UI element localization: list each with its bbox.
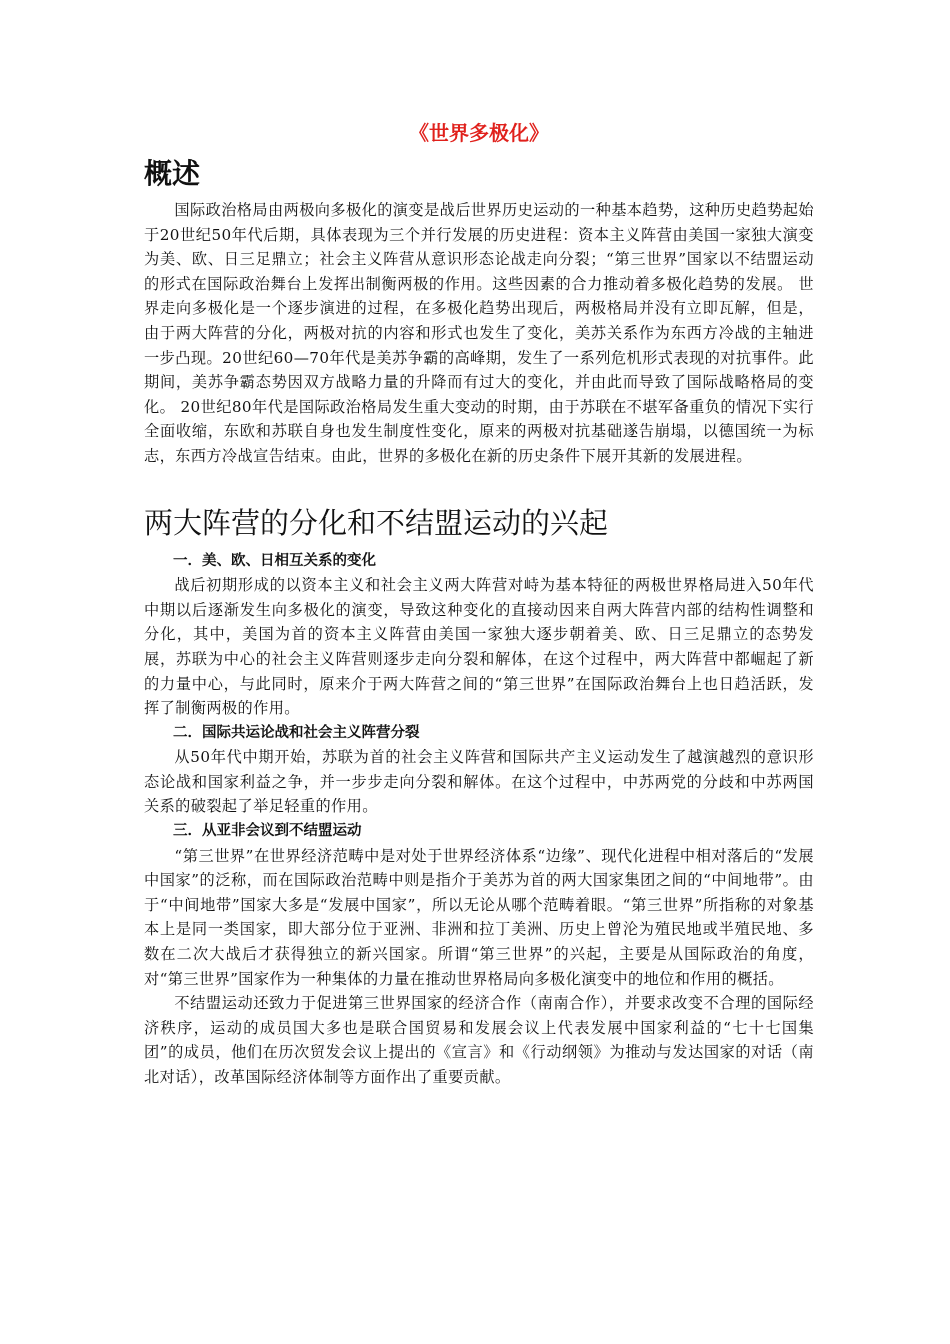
subsection-3-heading: 三．从亚非会议到不结盟运动: [173, 823, 362, 840]
document-page: [144, 118, 814, 1090]
overview-paragraph: 国际政治格局由两极向多极化的演变是战后世界历史运动的一种基本趋势，这种历史趋势起始于20世纪50年代后期，具体表现为三个并行发展的历史进程：资本主义阵营由美国一家独大演变为美、欧、日三足鼎立；社会主义阵营从意识形态论战走向分裂；“第三世界”国家以不结盟运动的形式在国际政治舞台上发挥出制衡两极的作用。这些因素的合力推动着多极化趋势的发展。 世界走向多极化是一个逐步演进的过程，在多极化趋势出现后，两极格局并没有立即瓦解，但是，由于两大阵营的分化，两极对抗的内容和形式也发生了变化，美苏关系作为东西方冷战的主轴进一步凸现。20世纪60—70年代是美苏争霸的高峰期，发生了一系列危机形式表现的对抗事件。此期间，美苏争霸态势因双方战略力量的升降而有过大的变化，并由此而导致了国际战略格局的变化。 20世纪80年代是国际政治格局发生重大变动的时期，由于苏联在不堪军备重负的情况下实行全面收缩，东欧和苏联自身也发生制度性变化，原来的两极对抗基础遂告崩塌，以德国统一为标志，东西方冷战宣告结束。由此，世界的多极化在新的历史条件下展开其新的发展进程。: [144, 201, 814, 465]
subsection-3-paragraph-2: 不结盟运动还致力于促进第三世界国家的经济合作（南南合作），并要求改变不合理的国际经济秩序，运动的成员国大多也是联合国贸易和发展会议上代表发展中国家利益的“七十七国集团”的成员，他们在历次贸发会议上提出的《宣言》和《行动纲领》为推动与发达国家的对话（南北对话），改革国际经济体制等方面作出了重要贡献。: [144, 994, 814, 1086]
document-title: 《世界多极化》: [409, 121, 549, 145]
subsection-3-paragraph-1: “第三世界”在世界经济范畴中是对处于世界经济体系“边缘”、现代化进程中相对落后的“发展中国家”的泛称，而在国际政治范畴中则是指介于美苏为首的两大国家集团之间的“中间地带”。由于“中间地带”国家大多是“发展中国家”，所以无论从哪个范畴着眼。“第三世界”所指称的对象基本上是同一类国家，即大部分位于亚洲、非洲和拉丁美洲、历史上曾沦为殖民地或半殖民地、多数在二次大战后才获得独立的新兴国家。所谓“第三世界”的兴起，主要是从国际政治的角度，对“第三世界”国家作为一种集体的力量在推动世界格局向多极化演变中的地位和作用的概括。: [144, 846, 814, 988]
section-heading: 两大阵营的分化和不结盟运动的兴起: [144, 505, 609, 540]
subsection-1-heading: 一．美、欧、日相互关系的变化: [173, 552, 376, 569]
subsection-2-heading: 二．国际共运论战和社会主义阵营分裂: [173, 724, 420, 741]
subsection-2-paragraph: 从50年代中期开始，苏联为首的社会主义阵营和国际共产主义运动发生了越演越烈的意识形态论战和国家利益之争，并一步步走向分裂和解体。在这个过程中，中苏两党的分歧和中苏两国关系的破裂起了举足轻重的作用。: [144, 748, 814, 816]
subsection-1-paragraph: 战后初期形成的以资本主义和社会主义两大阵营对峙为基本特征的两极世界格局进入50年代中期以后逐渐发生向多极化的演变，导致这种变化的直接动因来自两大阵营内部的结构性调整和分化，其中，美国为首的资本主义阵营由美国一家独大逐步朝着美、欧、日三足鼎立的态势发展，苏联为中心的社会主义阵营则逐步走向分裂和解体，在这个过程中，两大阵营中都崛起了新的力量中心，与此同时，原来介于两大阵营之间的“第三世界”在国际政治舞台上也日趋活跃，发挥了制衡两极的作用。: [144, 576, 814, 718]
overview-heading: 概述: [144, 157, 201, 190]
